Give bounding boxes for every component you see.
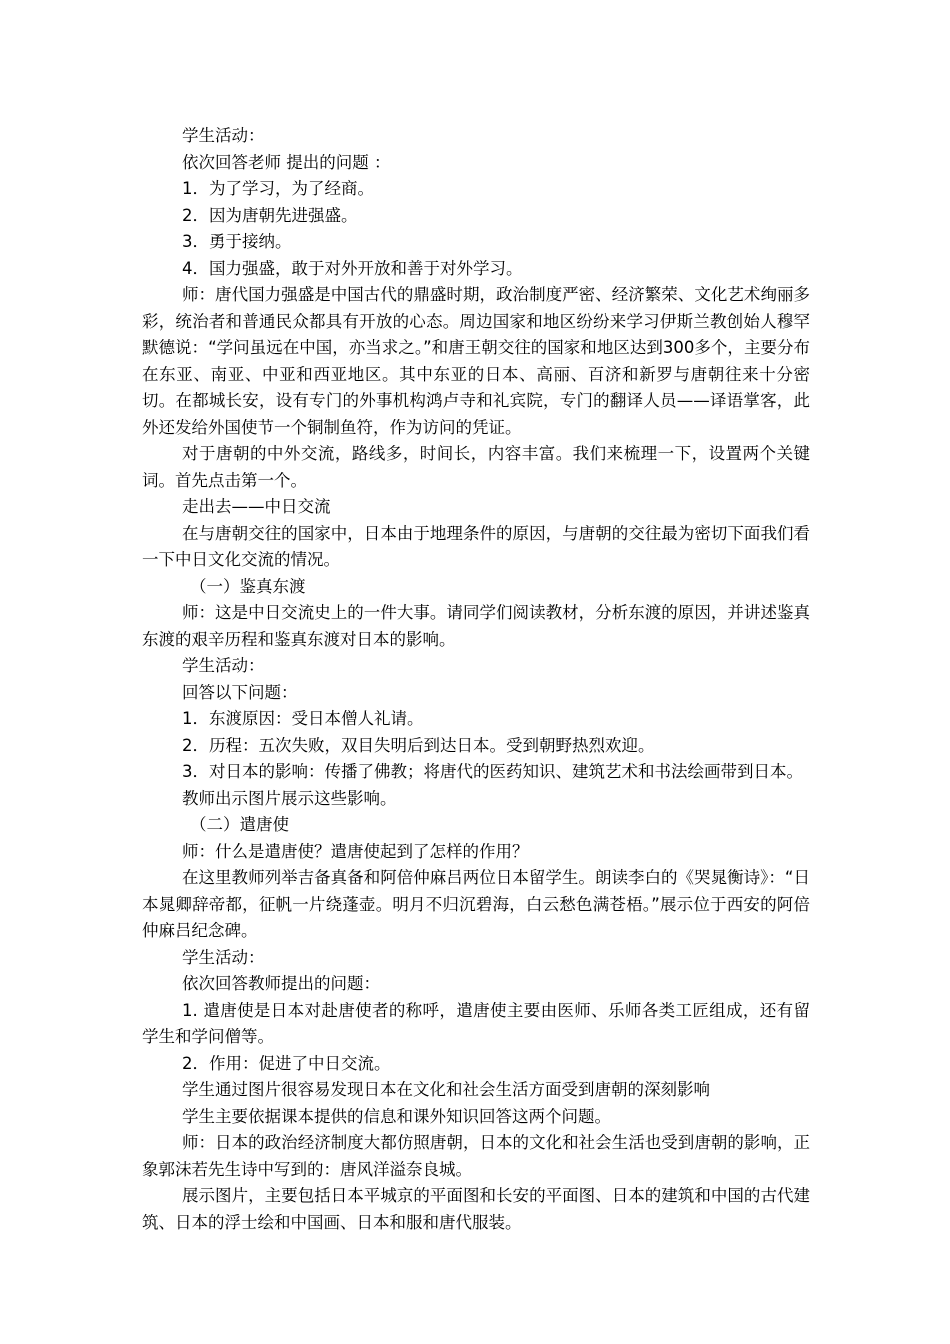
paragraph-li-bai-poem: 在这里教师列举吉备真备和阿倍仲麻吕两位日本留学生。朗读李白的《哭晁衡诗》：“日本晁卿辞帝都，征帆一片绕蓬壶。明月不归沉碧海，白云愁色满苍梧。”展示位于西安的阿倍仲麻吕纪念碑。 xyxy=(142,868,810,940)
list-item: 4．国力强盛，敢于对外开放和善于对外学习。 xyxy=(182,258,523,278)
section-heading-envoys: （二）遣唐使 xyxy=(190,815,289,834)
paragraph-teacher-pictures: 教师出示图片展示这些影响。 xyxy=(182,788,397,808)
paragraph-teacher-envoys-question: 师：什么是遣唐使？遣唐使起到了怎样的作用？ xyxy=(182,841,529,861)
paragraph-teacher-jianzhen: 师：这是中日交流史上的一件大事。请同学们阅读教材，分析东渡的原因，并讲述鉴真东渡的艰辛历程和鉴真东渡对日本的影响。 xyxy=(142,603,810,649)
list-item: 3．勇于接纳。 xyxy=(182,232,292,251)
section-heading-jianzhen: （一）鉴真东渡 xyxy=(190,576,306,596)
paragraph-student-activity-2: 学生活动： xyxy=(182,656,265,675)
paragraph-show-pictures: 展示图片，主要包括日本平城京的平面图和长安的平面图、日本的建筑和中国的古代建筑、日本的浮士绘和中国画、日本和服和唐代服装。 xyxy=(142,1186,810,1232)
list-item: 3．对日本的影响：传播了佛教；将唐代的医药知识、建筑艺术和书法绘画带到日本。 xyxy=(182,762,803,781)
list-item: 2．作用：促进了中日交流。 xyxy=(182,1053,391,1073)
paragraph-japan-relations: 在与唐朝交往的国家中，日本由于地理条件的原因，与唐朝的交往最为密切下面我们看一下中日文化交流的情况。 xyxy=(142,523,810,569)
paragraph-teacher-japan-influence: 师：日本的政治经济制度大都仿照唐朝，日本的文化和社会生活也受到唐朝的影响，正象郭沫若先生诗中写到的：唐风洋溢奈良城。 xyxy=(142,1133,810,1179)
list-item: 2．历程：五次失败，双目失明后到达日本。受到朝野热烈欢迎。 xyxy=(182,735,655,755)
paragraph-answer-teacher-questions-2: 依次回答教师提出的问题： xyxy=(182,974,380,993)
paragraph-student-answer-basis: 学生主要依据课本提供的信息和课外知识回答这两个问题。 xyxy=(182,1106,611,1126)
paragraph-teacher-tang-power: 师：唐代国力强盛是中国古代的鼎盛时期，政治制度严密、经济繁荣、文化艺术绚丽多彩，统治者和普通民众都具有开放的心态。周边国家和地区纷纷来学习伊斯兰教创始人穆罕默德说：“学问虽远在中国，亦当求之。”和唐王朝交往的国家和地区达到300多个，主要分布在东亚、南亚、中亚和西亚地区。其中东亚的日本、高丽、百济和新罗与唐朝往来十分密切。在都城长安，设有专门的外事机构鸿卢寺和礼宾院，专门的翻译人员——译语掌客，此外还发给外国使节一个铜制鱼符，作为访问的凭证。 xyxy=(142,285,810,437)
paragraph-answer-teacher-questions: 依次回答老师 提出的问题 ： xyxy=(182,152,391,172)
list-item: 2．因为唐朝先进强盛。 xyxy=(182,205,358,225)
paragraph-student-activity-1: 学生活动： xyxy=(182,126,265,145)
list-item: 1. 遣唐使是日本对赴唐使者的称呼，遣唐使主要由医师、乐师各类工匠组成，还有留学生和学问僧等。 xyxy=(142,1000,810,1046)
paragraph-keywords: 对于唐朝的中外交流，路线多，时间长，内容丰富。我们来梳理一下，设置两个关键词。首先点击第一个。 xyxy=(142,444,810,490)
paragraph-student-activity-3: 学生活动： xyxy=(182,947,265,967)
section-heading-going-out: 走出去——中日交流 xyxy=(182,497,331,516)
list-item: 1．为了学习，为了经商。 xyxy=(182,179,374,198)
paragraph-answer-questions: 回答以下问题： xyxy=(182,682,298,702)
list-item: 1．东渡原因：受日本僧人礼请。 xyxy=(182,709,424,728)
document-body xyxy=(142,123,810,1236)
paragraph-student-observation: 学生通过图片很容易发现日本在文化和社会生活方面受到唐朝的深刻影响 xyxy=(182,1080,710,1099)
